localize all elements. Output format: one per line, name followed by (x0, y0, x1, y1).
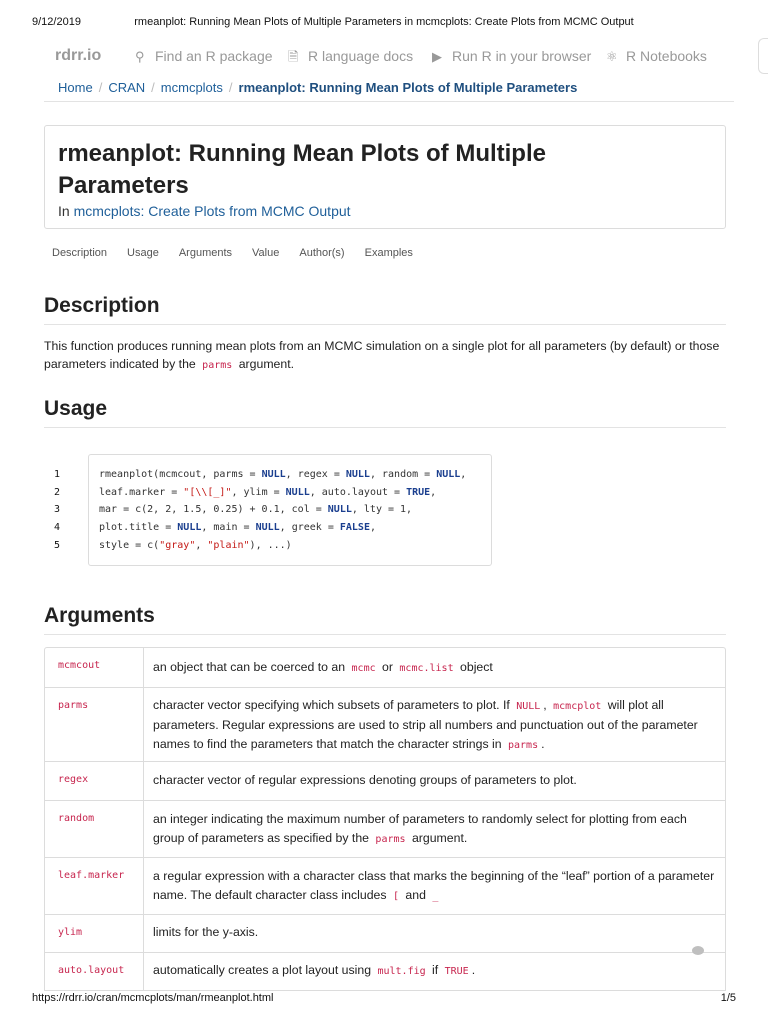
document-icon: 🗎 (288, 49, 299, 64)
site-brand[interactable]: rdrr.io (55, 47, 102, 64)
table-row (45, 762, 725, 801)
argument-description: character vector of regular expressions denoting groups of parameters to plot. (143, 762, 725, 800)
arguments-table (44, 647, 726, 991)
tab-value[interactable]: Value (252, 247, 280, 259)
breadcrumb-cran[interactable]: CRAN (108, 80, 146, 95)
argument-name: mcmcout (58, 660, 101, 671)
divider (44, 324, 726, 325)
argument-name: random (58, 813, 95, 824)
tab-arguments[interactable]: Arguments (178, 247, 233, 259)
argument-description: a regular expression with a character class that marks the beginning of the “leaf” portion of a parameter name. The default character class includes [ and _ (143, 858, 725, 914)
line-number: 5 (54, 540, 61, 551)
code-line: mar = c(2, 2, 1.5, 0.25) + 0.1, col = NULL, lty = 1, (99, 504, 413, 515)
breadcrumb-current: rmeanplot: Running Mean Plots of Multiple Parameters (238, 80, 578, 95)
tab-usage[interactable]: Usage (127, 247, 159, 259)
argument-description: limits for the y-axis. (143, 915, 725, 952)
chat-bubble-icon[interactable] (692, 946, 704, 955)
breadcrumb-home[interactable]: Home (58, 80, 93, 95)
page-title: rmeanplot: Running Mean Plots of Multiple Parameters (58, 140, 546, 199)
breadcrumb: Home / CRAN / mcmcplots / rmeanplot: Running Mean Plots of Multiple Parameters (58, 80, 578, 95)
table-row (45, 858, 725, 915)
description-heading: Description (44, 294, 160, 317)
argument-description: character vector specifying which subsets of parameters to plot. If NULL , mcmcplot will plot all parameters. Regular expressions are used to strip all numbers and punctuation out of the parameter names to find the parameters that match the character strings in parms . (143, 688, 725, 761)
print-page-title: rmeanplot: Running Mean Plots of Multiple Parameters in mcmcplots: Create Plots from MCMC Output (134, 16, 634, 28)
argument-description: automatically creates a plot layout using mult.fig if TRUE . (143, 953, 725, 990)
tab-description[interactable]: Description (52, 247, 108, 259)
nav-search-edge[interactable] (758, 38, 768, 74)
argument-name: regex (58, 774, 89, 785)
flask-icon: ⚛ (606, 49, 618, 64)
table-row (45, 953, 725, 991)
argument-description: an integer indicating the maximum number of parameters to randomly select for plotting from each group of parameters as specified by the parms argument. (143, 801, 725, 857)
table-row (45, 648, 725, 688)
tab-authors[interactable]: Author(s) (299, 247, 345, 259)
play-icon: ▶ (432, 49, 442, 64)
argument-name: leaf.marker (58, 870, 125, 881)
nav-run-r[interactable]: ▶ Run R in your browser (432, 48, 592, 64)
tab-examples[interactable]: Examples (364, 247, 413, 259)
print-url: https://rdrr.io/cran/mcmcplots/man/rmeanplot.html (32, 992, 274, 1004)
line-number: 2 (54, 487, 61, 498)
divider (44, 634, 726, 635)
arguments-heading: Arguments (44, 604, 155, 627)
code-line: style = c("gray", "plain"), ...) (99, 540, 292, 551)
argument-name: parms (58, 700, 89, 711)
section-tabs (52, 247, 433, 259)
table-row (45, 688, 725, 762)
breadcrumb-package[interactable]: mcmcplots (160, 80, 223, 95)
print-header (32, 16, 736, 30)
code-line: leaf.marker = "[\\[_]", ylim = NULL, auto.layout = TRUE, (99, 487, 437, 498)
divider (44, 427, 726, 428)
search-icon: ⚲ (135, 49, 145, 64)
print-page-number: 1/5 (720, 992, 736, 1004)
description-text: This function produces running mean plots from an MCMC simulation on a single plot for all parameters (by default) or those parameters indicated by the parms argument. (44, 339, 720, 371)
argument-name: ylim (58, 927, 83, 938)
inline-code: parms (202, 360, 233, 371)
code-line: rmeanplot(mcmcout, parms = NULL, regex = NULL, random = NULL, (99, 469, 467, 480)
argument-name: auto.layout (58, 965, 125, 976)
print-date: 9/12/2019 (32, 16, 81, 28)
usage-heading: Usage (44, 397, 108, 420)
table-row (45, 801, 725, 858)
package-subtitle: In mcmcplots: Create Plots from MCMC Output (58, 203, 351, 219)
divider (44, 101, 734, 102)
line-number: 1 (54, 469, 61, 480)
nav-find-package[interactable]: ⚲ Find an R package (135, 48, 273, 64)
package-link[interactable]: mcmcplots: Create Plots from MCMC Output (73, 203, 351, 219)
nav-language-docs[interactable]: 🗎 R language docs (288, 48, 413, 70)
navbar (44, 38, 768, 74)
print-footer (32, 992, 736, 1006)
line-number: 4 (54, 522, 61, 533)
table-row (45, 915, 725, 953)
code-line: plot.title = NULL, main = NULL, greek = FALSE, (99, 522, 377, 533)
title-card (44, 125, 726, 229)
line-number: 3 (54, 504, 61, 515)
nav-notebooks[interactable]: ⚛ R Notebooks (606, 48, 707, 64)
argument-description: an object that can be coerced to an mcmc or mcmc.list object (143, 648, 725, 687)
